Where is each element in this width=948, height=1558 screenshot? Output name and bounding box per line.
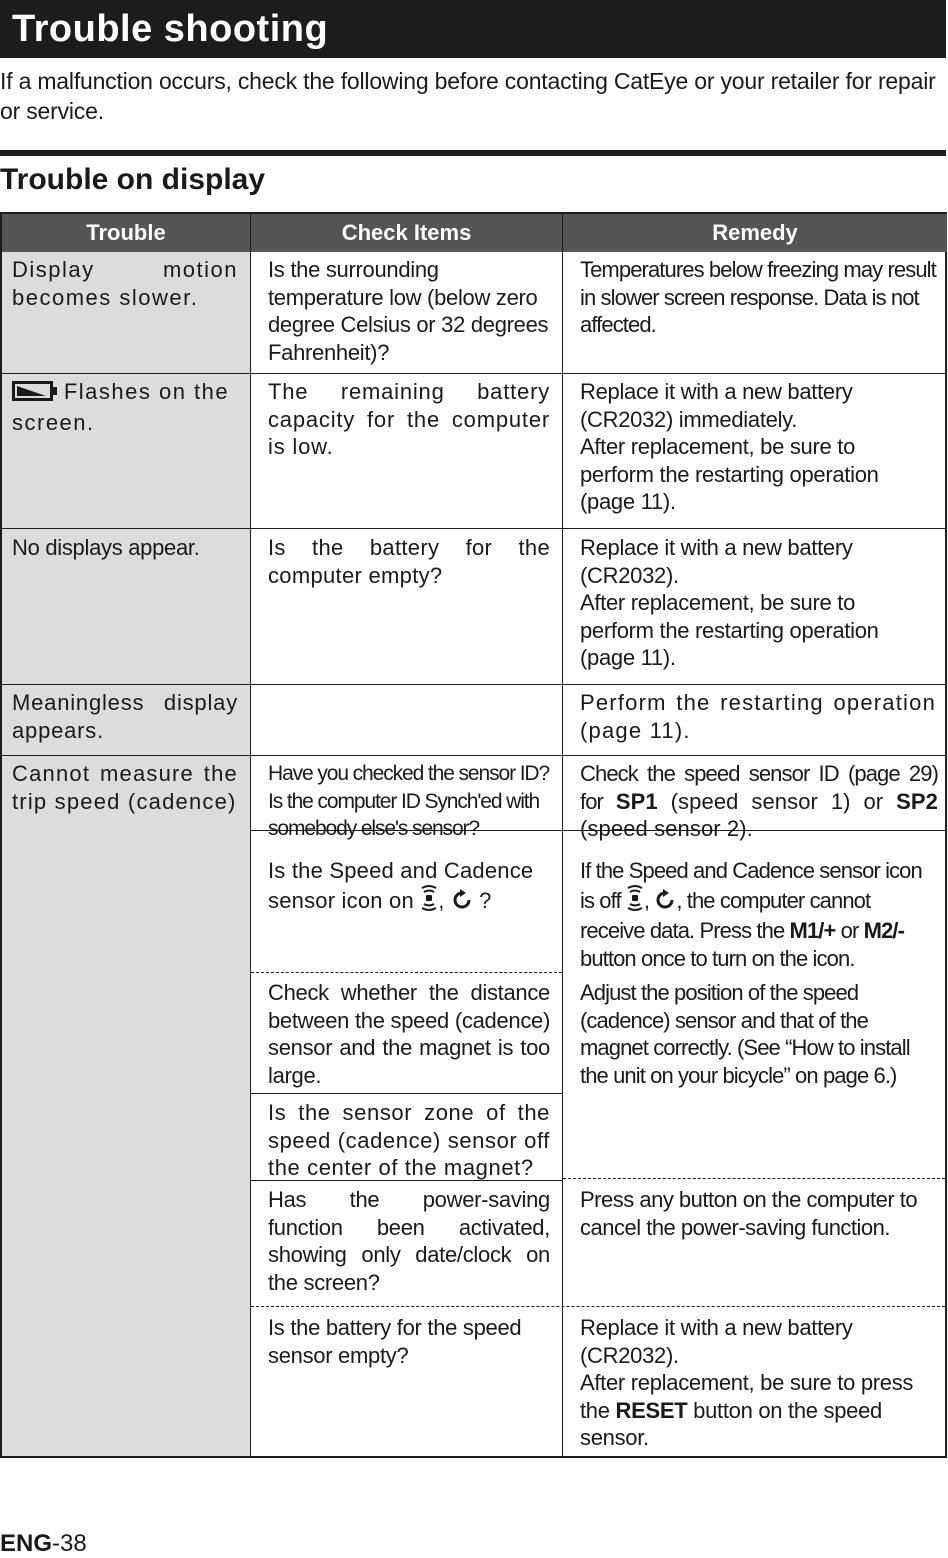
- remedy-line: Replace it with a new battery (CR2032).: [580, 1315, 853, 1368]
- remedy-line: Replace it with a new battery (CR2032).: [580, 535, 853, 588]
- m2-button-label: M2/-: [863, 918, 905, 943]
- check-cell: Is the sensor zone of the speed (cadence) sensor off the center of the magnet?: [268, 1100, 550, 1180]
- intro-text: If a malfunction occurs, check the following before contacting CatEye or your retailer for repair or service.: [0, 68, 936, 124]
- remedy-text: Check the speed sensor ID (page 29) for: [580, 761, 938, 814]
- row-divider: [2, 684, 945, 685]
- check-cell: Is the battery for the speed sensor empty?: [268, 1315, 522, 1368]
- sub-row-divider: [251, 1093, 562, 1094]
- header-check-items: Check Items: [251, 214, 562, 252]
- trouble-cell: [12, 378, 238, 436]
- reset-button-label: RESET: [615, 1397, 688, 1423]
- remedy-cell: Adjust the position of the speed (cadence) sensor and that of the magnet correctly. (See “How to install the unit on your bicycle” on page 6.): [580, 980, 910, 1088]
- remedy-line: After replacement, be sure to perform the restarting operation (page 11).: [580, 434, 879, 514]
- row-divider: [2, 755, 945, 756]
- remedy-text: After replacement, be sure to press the: [580, 1370, 914, 1423]
- trouble-cell: Meaningless display appears.: [12, 690, 238, 743]
- cadence-rotation-icon: [451, 889, 473, 918]
- check-cell: Is the surrounding temperature low (below zero degree Celsius or 32 degrees Fahrenheit)?: [268, 257, 549, 365]
- remedy-line: [580, 1369, 936, 1452]
- battery-low-icon: [12, 380, 58, 409]
- cadence-rotation-icon: [654, 889, 676, 918]
- row-divider: [2, 528, 945, 529]
- trouble-table: [0, 212, 947, 1458]
- check-cell: Is the battery for the computer empty?: [268, 535, 550, 588]
- trouble-cell: Display motion becomes slower.: [12, 257, 238, 310]
- remedy-text: button once to turn on the icon.: [580, 945, 855, 971]
- check-cell: Is the Speed and Cadence sensor icon on , ?: [268, 857, 552, 917]
- remedy-cell: Press any button on the computer to cancel the power-saving function.: [580, 1187, 918, 1240]
- check-cell: The remaining battery capacity for the computer is low.: [268, 379, 550, 459]
- remedy-line: After replacement, be sure to perform the restarting operation (page 11).: [580, 590, 879, 670]
- remedy-cell: Perform the restarting operation (page 11).: [580, 690, 936, 743]
- dashed-divider: [251, 1306, 945, 1307]
- check-cell: Have you checked the sensor ID? Is the computer ID Synch'ed with somebody else's sensor?: [268, 762, 550, 840]
- dashed-divider: [251, 972, 562, 973]
- remedy-line: Replace it with a new battery (CR2032) immediately.: [580, 379, 853, 432]
- page-language: ENG: [0, 1530, 53, 1557]
- sp1-label: SP1: [615, 788, 658, 814]
- sp2-label: SP2: [896, 788, 939, 814]
- remedy-text: (speed sensor 1) or: [670, 788, 884, 814]
- remedy-text: button on the speed sensor.: [580, 1397, 882, 1450]
- section-divider: [0, 150, 946, 156]
- check-cell: Has the power-saving function been activated, showing only date/clock on the screen?: [268, 1187, 550, 1295]
- remedy-text: (speed sensor 2).: [580, 816, 753, 841]
- remedy-cell: [580, 760, 938, 843]
- column-divider: [562, 214, 563, 1456]
- trouble-cell: Cannot measure the trip speed (cadence): [12, 761, 238, 814]
- row-divider: [2, 373, 945, 374]
- page-title: Trouble shooting: [0, 0, 946, 58]
- remedy-text: or: [840, 918, 859, 943]
- check-text: Is the Speed and Cadence sensor icon on: [268, 858, 534, 913]
- page-number: [0, 1530, 87, 1558]
- page-number-value: -38: [52, 1530, 87, 1557]
- remedy-cell: Temperatures below freezing may result in slower screen response. Data is not affected.: [580, 257, 936, 337]
- check-text-end: ?: [479, 887, 492, 913]
- trouble-cell: No displays appear.: [12, 535, 200, 560]
- remedy-cell: [580, 1314, 938, 1452]
- remedy-cell: [580, 378, 936, 516]
- remedy-cell: If the Speed and Cadence sensor icon is off , , the computer cannot receive data. Press the M1/+ or M2/- button once to turn on the icon.: [580, 858, 922, 971]
- speed-sensor-signal-icon: [420, 885, 438, 918]
- remedy-text: If the Speed and Cadence sensor icon is off: [580, 858, 922, 913]
- header-remedy: Remedy: [563, 214, 947, 252]
- remedy-text: , the computer cannot receive data. Press the: [580, 887, 871, 943]
- remedy-cell: [580, 534, 936, 672]
- column-divider: [250, 214, 251, 1456]
- section-title: Trouble on display: [0, 163, 266, 196]
- trouble-text: Flashes on the screen.: [12, 379, 230, 435]
- dashed-divider: [563, 1178, 945, 1179]
- m1-button-label: M1/+: [789, 918, 836, 943]
- header-trouble: Trouble: [2, 214, 250, 252]
- check-cell: Check whether the distance between the speed (cadence) sensor and the magnet is too large.: [268, 980, 550, 1088]
- speed-sensor-signal-icon: [626, 885, 644, 918]
